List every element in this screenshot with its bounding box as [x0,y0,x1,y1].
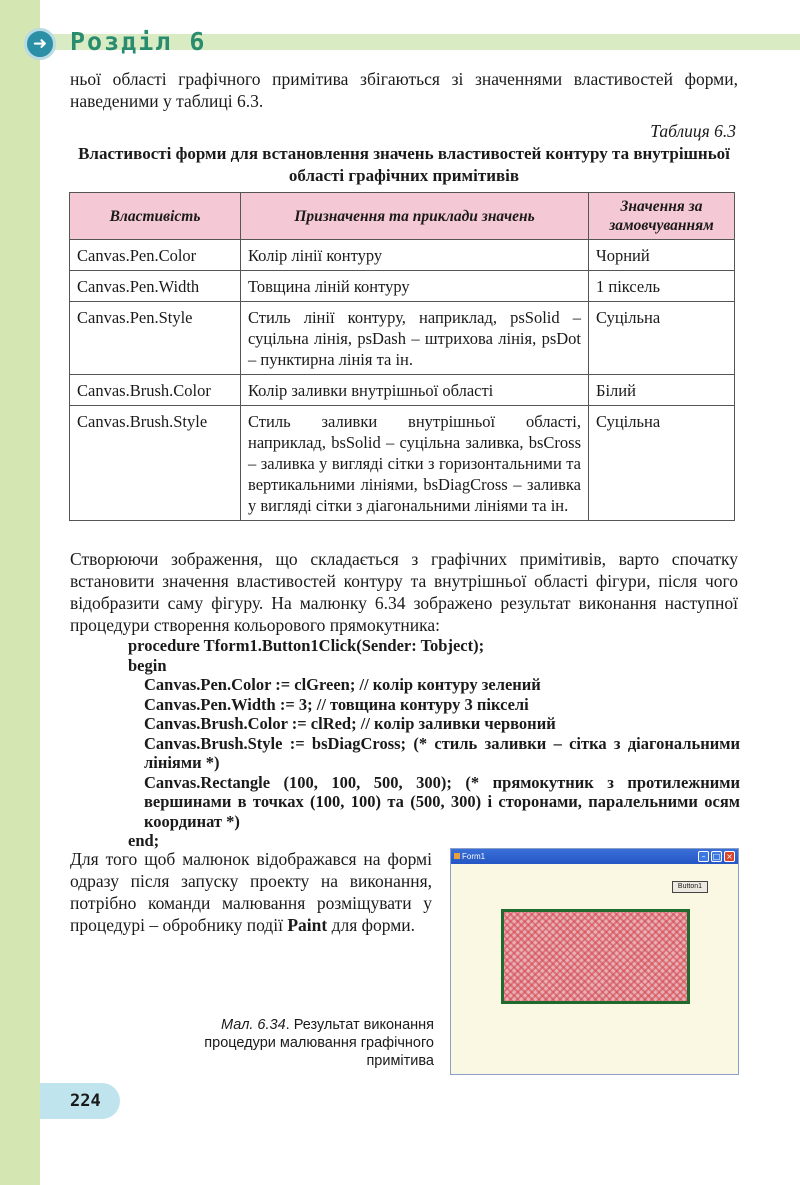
code-line: Canvas.Rectangle (100, 100, 500, 300); (* прямокутник з протилежними вершинами в точках (100, 100) та (500, 300) і сторонами, паралельними осям координат *) [144,772,740,831]
minimize-icon: – [698,851,709,862]
column-header: Властивість [70,193,241,240]
page-number: 224 [40,1083,120,1119]
window-titlebar [451,849,738,864]
code-line: begin [128,655,167,675]
app-icon [454,853,460,859]
window-controls [698,851,735,862]
purpose-cell: Колір заливки внутрішньої області [241,375,589,406]
purpose-cell: Стиль лінії контуру, наприклад, psSolid – суцільна лінія, psDash – штрихова лінія, psDot – пунктирна лінія та ін. [241,302,589,375]
figure-caption [172,1016,434,1070]
diagcross-rectangle [501,909,690,1004]
window-title: Form1 [462,852,486,861]
code-line: Canvas.Pen.Color := clGreen; // колір контуру зелений [144,675,541,694]
paragraph-tail: для форми. [327,915,416,935]
table-row [70,375,735,406]
purpose-cell: Колір лінії контуру [241,240,589,271]
form-window-screenshot [450,848,739,1075]
figure-label: Мал. 6.34 [221,1017,286,1033]
chapter-title: Розділ 6 [70,27,207,56]
code-block [128,636,740,851]
code-line: procedure Tform1.Button1Click(Sender: Tobject); [128,636,485,655]
code-line: end; [128,831,160,850]
purpose-cell: Товщина ліній контуру [241,271,589,302]
default-cell: Чорний [589,240,735,271]
column-header: Призначення та приклади значень [241,193,589,240]
table-caption: Властивості форми для встановлення значень властивостей контуру та внутрішньої області графічних примітивів [78,144,730,185]
table-row [70,406,735,521]
table-row [70,271,735,302]
button1: Button1 [672,881,708,893]
code-line: Canvas.Brush.Style := bsDiagCross; (* стиль заливки – сітка з діагональними лініями *) [144,733,740,772]
property-cell: Canvas.Pen.Style [70,302,241,375]
table-row [70,240,735,271]
default-cell: Білий [589,375,735,406]
left-margin-strip [0,0,40,1185]
property-cell: Canvas.Brush.Color [70,375,241,406]
intro-paragraph: ньої області графічного примітива збігаються зі значеннями властивостей форми, наведеними у таблиці 6.3. [70,69,738,111]
code-line: Canvas.Brush.Color := clRed; // колір заливки червоний [144,714,556,733]
figure-caption-text: . Результат виконання процедури малювання графічного примітива [204,1017,434,1069]
default-cell: 1 піксель [589,271,735,302]
body-paragraph: Створюючи зображення, що складається з графічних примітивів, варто спочатку встановити значення властивостей контуру та внутрішньої області фігури, після чого відобразити саму фігуру. На малюнку 6.34 зображено результат виконання наступної процедури створення кольорового прямокутника: [70,549,738,635]
paint-keyword: Paint [287,915,328,935]
arrow-right-icon: ➜ [24,28,56,60]
properties-table [69,192,735,521]
body-paragraph [70,848,432,936]
column-header: Значення за замовчуванням [589,193,735,240]
table-label: Таблиця 6.3 [650,121,736,141]
table-header-row [70,193,735,240]
table-row [70,302,735,375]
default-cell: Суцільна [589,406,735,521]
purpose-cell: Стиль заливки внутрішньої області, наприклад, bsSolid – суцільна заливка, bsCross – заливка у вигляді сітки з горизонтальними та вертикальними лініями, bsDiagCross – заливка у вигляді сітки з діагональними лініями та ін. [241,406,589,521]
property-cell: Canvas.Pen.Color [70,240,241,271]
close-icon: × [724,851,735,862]
default-cell: Суцільна [589,302,735,375]
maximize-icon: □ [712,852,721,861]
paragraph-text: Для того щоб малюнок відображався на формі одразу після запуску проекту на виконання, потрібно команди малювання розміщувати у процедурі – обробнику події [70,849,432,935]
property-cell: Canvas.Pen.Width [70,271,241,302]
code-line: Canvas.Pen.Width := 3; // товщина контуру 3 пікселі [144,694,529,714]
property-cell: Canvas.Brush.Style [70,406,241,521]
